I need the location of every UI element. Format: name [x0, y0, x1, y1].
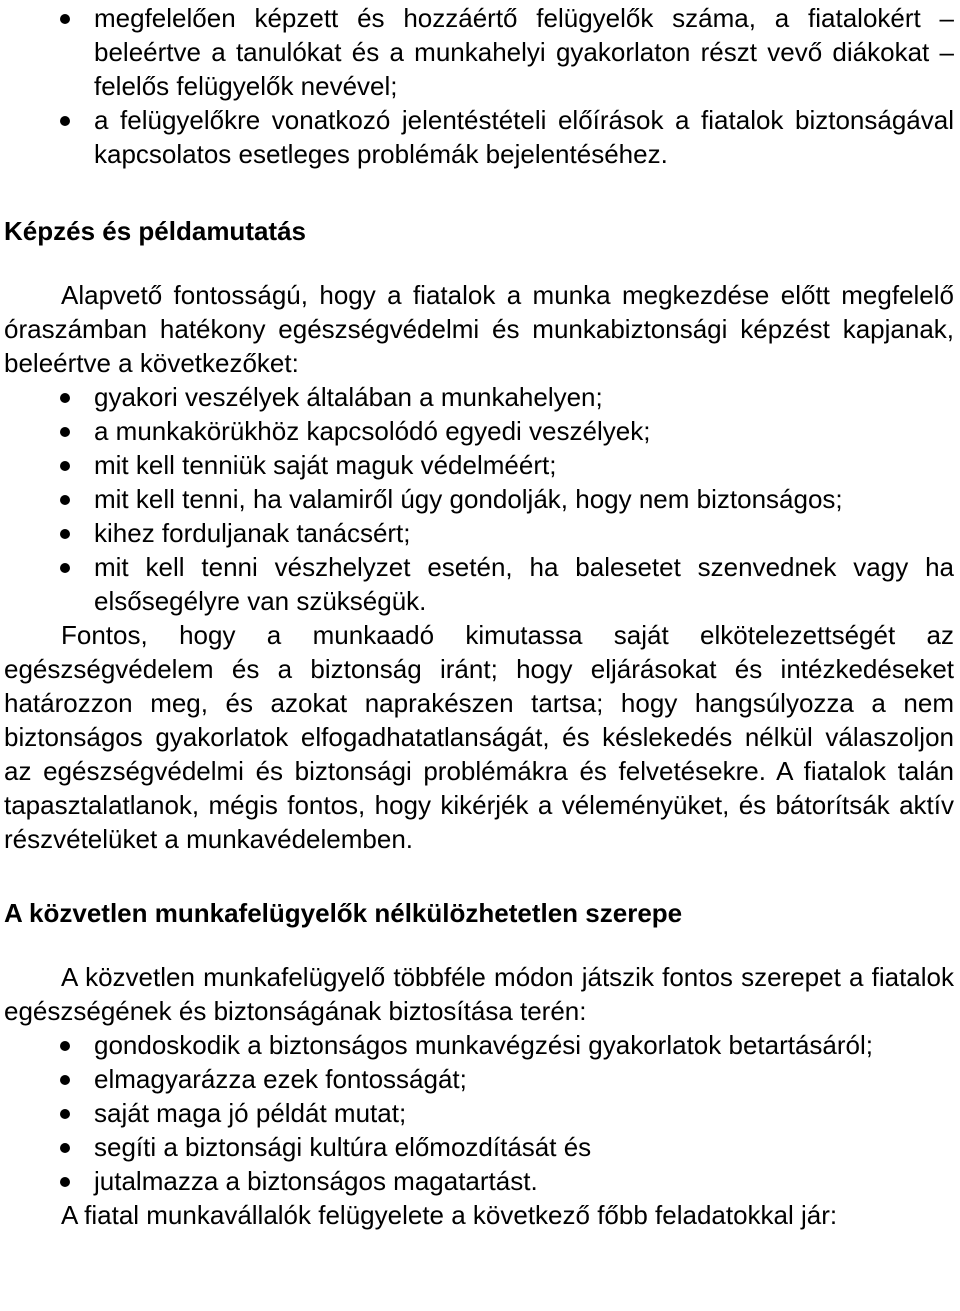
supervisor-closing-paragraph: A fiatal munkavállalók felügyelete a következő főbb feladatokkal jár:: [61, 1200, 838, 1230]
bullet-icon: [60, 1177, 70, 1187]
list-item: [4, 414, 954, 448]
section-heading-supervisor-role: A közvetlen munkafelügyelők nélkülözhetetlen szerepe: [4, 898, 683, 928]
list-item-text: megfelelően képzett és hozzáértő felügyelők száma, a fiatalokért – beleértve a tanulókat és a munkahelyi gyakorlaton részt vevő diákokat – felelős felügyelők nevével;: [94, 3, 954, 101]
list-item-text: gyakori veszélyek általában a munkahelyen;: [94, 382, 603, 412]
training-closing-paragraph: Fontos, hogy a munkaadó kimutassa saját elkötelezettségét az egészségvédelem és a biztonság iránt; hogy eljárásokat és intézkedéseket határozzon meg, és azokat naprakészen tartsa; hogy hangsúlyozza a nem biztonságos gyakorlatok elfogadhatatlanságát, és késlekedés nélkül válaszoljon az egészségvédelmi és biztonsági problémákra és felvetésekre. A fiatalok talán tapasztalatlanok, mégis fontos, hogy kikérjék a véleményüket, és bátorítsák aktív részvételüket a munkavédelemben.: [4, 620, 954, 854]
list-item: [4, 550, 954, 618]
list-item-text: a felügyelőkre vonatkozó jelentéstételi előírások a fiatalok biztonságával kapcsolatos esetleges problémák bejelentéséhez.: [94, 105, 954, 169]
list-item-text: mit kell tenni, ha valamiről úgy gondolják, hogy nem biztonságos;: [94, 484, 843, 514]
section-heading-training: Képzés és példamutatás: [4, 216, 307, 246]
supervisor-bullet-list: [4, 1028, 954, 1198]
list-item-text: mit kell tenni vészhelyzet esetén, ha balesetet szenvednek vagy ha elsősegélyre van szükségük.: [94, 552, 954, 616]
bullet-icon: [60, 461, 70, 471]
list-item-text: a munkakörükhöz kapcsolódó egyedi veszélyek;: [94, 416, 651, 446]
list-item: [4, 448, 954, 482]
list-item: [4, 1028, 954, 1062]
bullet-icon: [60, 14, 70, 24]
list-item-text: saját maga jó példát mutat;: [94, 1098, 407, 1128]
list-item: [4, 380, 954, 414]
list-item: [4, 516, 954, 550]
list-item: [4, 1, 954, 103]
list-item: [4, 482, 954, 516]
list-item-text: elmagyarázza ezek fontosságát;: [94, 1064, 467, 1094]
list-item: [4, 103, 954, 171]
list-item: [4, 1164, 954, 1198]
top-bullet-list: [4, 1, 954, 171]
list-item-text: kihez forduljanak tanácsért;: [94, 518, 411, 548]
list-item-text: mit kell tenniük saját maguk védelméért;: [94, 450, 557, 480]
training-intro-paragraph: Alapvető fontosságú, hogy a fiatalok a munka megkezdése előtt megfelelő óraszámban hatékony egészségvédelmi és munkabiztonsági képzést kapjanak, beleértve a következőket:: [4, 280, 954, 378]
bullet-icon: [60, 1075, 70, 1085]
bullet-icon: [60, 529, 70, 539]
list-item: [4, 1096, 954, 1130]
list-item: [4, 1062, 954, 1096]
bullet-icon: [60, 495, 70, 505]
bullet-icon: [60, 1109, 70, 1119]
list-item: [4, 1130, 954, 1164]
list-item-text: gondoskodik a biztonságos munkavégzési gyakorlatok betartásáról;: [94, 1030, 874, 1060]
bullet-icon: [60, 563, 70, 573]
bullet-icon: [60, 393, 70, 403]
bullet-icon: [60, 1143, 70, 1153]
bullet-icon: [60, 427, 70, 437]
training-bullet-list: [4, 380, 954, 618]
list-item-text: jutalmazza a biztonságos magatartást.: [94, 1166, 538, 1196]
bullet-icon: [60, 1041, 70, 1051]
list-item-text: segíti a biztonsági kultúra előmozdítását és: [94, 1132, 592, 1162]
supervisor-intro-paragraph: A közvetlen munkafelügyelő többféle módon játszik fontos szerepet a fiatalok egészségének és biztonságának biztosítása terén:: [4, 962, 954, 1026]
bullet-icon: [60, 116, 70, 126]
